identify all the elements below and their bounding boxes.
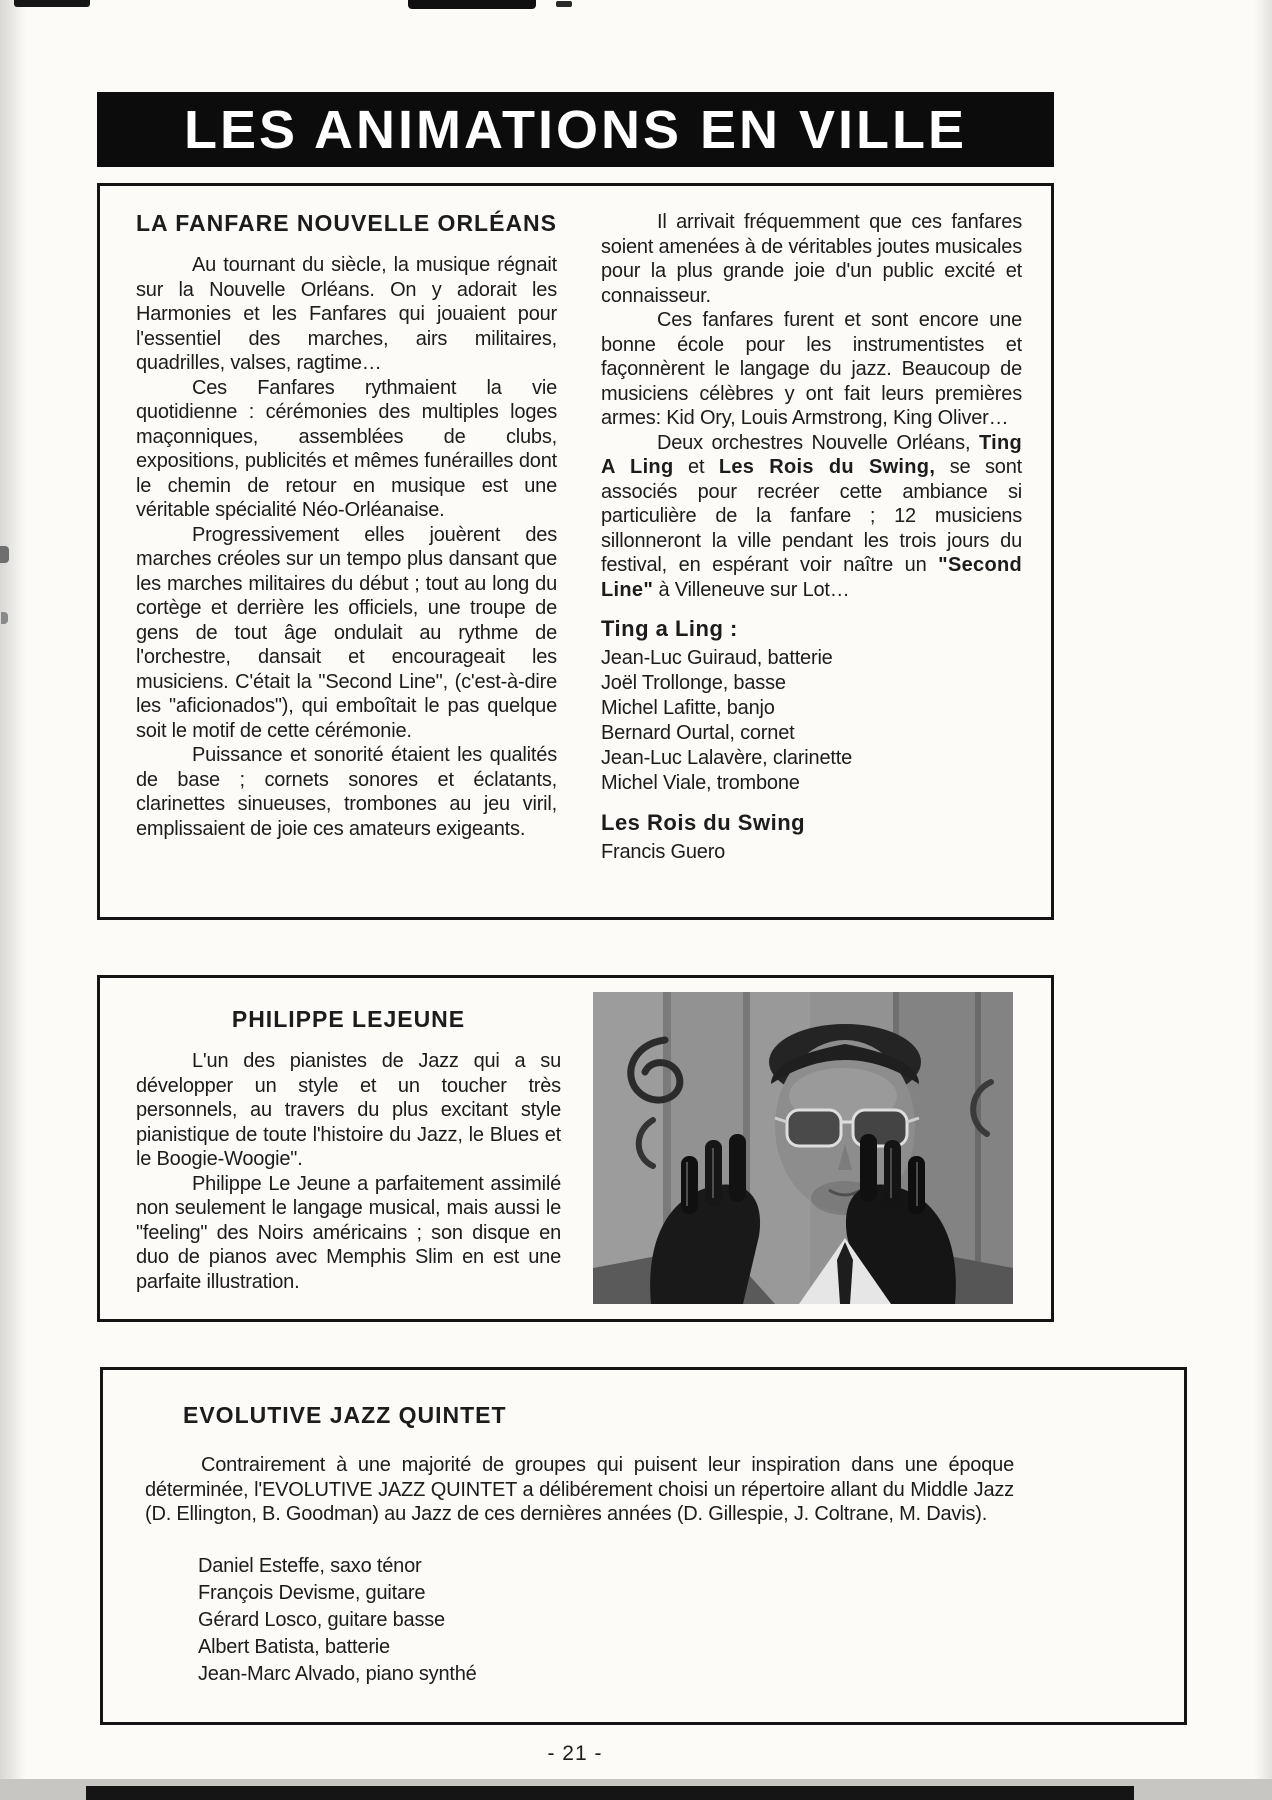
fanfare-paragraph: [601, 431, 1022, 603]
scan-edge-right: [1254, 0, 1272, 1800]
scan-edge-left: [0, 0, 26, 1800]
section-evolutive-jazz-quintet: [100, 1367, 1187, 1725]
scan-artifact: [0, 546, 9, 563]
scan-artifact: [556, 1, 572, 7]
section-philippe-lejeune: [97, 975, 1054, 1322]
page-banner: [97, 92, 1054, 167]
musician-item: Francis Guero: [601, 841, 726, 863]
page-number: - 21 -: [547, 1742, 603, 1765]
philippe-lejeune-photo: [593, 992, 1013, 1304]
musician-item: Joël Trollonge, basse: [601, 672, 786, 694]
musician-item: Gérard Losco, guitare basse: [198, 1608, 445, 1631]
evolutive-paragraph: Contrairement à une majorité de groupes qui puisent leur inspiration dans une époque déterminée, l'EVOLUTIVE JAZZ QUINTET a délibérement choisi un répertoire allant du Middle Jazz (D. Ellington, B. Goodman) au Jazz de ces dernières années (D. Gillespie, J. Coltrane, M. Davis).: [145, 1454, 1014, 1525]
musician-item: François Devisme, guitare: [198, 1581, 426, 1604]
evolutive-lineup: [198, 1553, 1014, 1688]
musician-item: Daniel Esteffe, saxo ténor: [198, 1554, 422, 1577]
paragraph-text: à Villeneuve sur Lot…: [653, 578, 850, 601]
lejeune-paragraph: Philippe Le Jeune a parfaitement assimilé non seulement le langage musical, mais aussi le "feeling" des Noirs américains ; son disque en duo de pianos avec Memphis Slim en est une parfaite illustration.: [136, 1172, 561, 1293]
scan-artifact: [1, 612, 8, 624]
fanfare-paragraph: Ces Fanfares rythmaient la vie quotidienne : cérémonies des multiples loges maçonniques, assemblées de clubs, expositions, publicités et mêmes funérailles dont le chemin de retour en musique est une véritable spécialité Néo-Orléanaise.: [136, 376, 557, 521]
fanfare-title: LA FANFARE NOUVELLE ORLÉANS: [136, 210, 557, 236]
musician-item: Michel Viale, trombone: [601, 772, 800, 794]
rois-du-swing-heading: Les Rois du Swing: [601, 810, 806, 835]
fanfare-left-column: [136, 210, 557, 917]
lejeune-text-column: [136, 992, 561, 1319]
band-name-rois-du-swing: Les Rois du Swing,: [718, 456, 936, 478]
musician-item: Bernard Ourtal, cornet: [601, 722, 795, 744]
fanfare-paragraph: Puissance et sonorité étaient les qualités de base ; cornets sonores et éclatants, clarinettes sinueuses, trombones au jeu viril, emplissaient de joie ces amateurs exigeants.: [136, 744, 557, 840]
fanfare-paragraph: Il arrivait fréquemment que ces fanfares soient amenées à de véritables joutes musicales pour la plus grande joie d'un public excité et connaisseur.: [601, 211, 1022, 307]
fanfare-right-column: [601, 210, 1022, 917]
fanfare-paragraph: Au tournant du siècle, la musique régnait sur la Nouvelle Orléans. On y adorait les Harmonies et les Fanfares qui jouaient pour l'essentiel des marches, airs militaires, quadrilles, valses, ragtime…: [136, 254, 557, 374]
musician-item: Albert Batista, batterie: [198, 1635, 390, 1658]
scan-artifact: [86, 1786, 1134, 1800]
paragraph-text: se sont associés pour recréer cette ambiance si particulière de la fanfare ; 12 musiciens sillonneront la ville pendant les trois jours du festival, en espérant voir naître un: [601, 456, 1023, 576]
second-line-term: "Second Line": [601, 554, 1022, 601]
paragraph-text: et: [673, 456, 719, 478]
band-name-ting-a-ling: Ting A Ling: [601, 431, 1022, 478]
evolutive-title: EVOLUTIVE JAZZ QUINTET: [183, 1402, 507, 1428]
section-fanfare-nouvelle-orleans: [97, 183, 1054, 920]
fanfare-paragraph: Ces fanfares furent et sont encore une bonne école pour les instrumentistes et façonnèrent le langage du jazz. Beaucoup de musiciens célèbres y ont fait leurs premières armes: Kid Ory, Louis Armstrong, King Oliver…: [601, 309, 1022, 429]
musician-item: Michel Lafitte, banjo: [601, 697, 775, 719]
paragraph-text: Deux orchestres Nouvelle Orléans,: [657, 431, 979, 454]
ting-a-ling-heading: Ting a Ling :: [601, 616, 738, 641]
musician-item: Jean-Marc Alvado, piano synthé: [198, 1662, 477, 1685]
musician-item: Jean-Luc Guiraud, batterie: [601, 647, 833, 669]
lejeune-title: PHILIPPE LEJEUNE: [231, 1006, 466, 1032]
lejeune-paragraph: L'un des pianistes de Jazz qui a su développer un style et un toucher très personnels, au travers du plus excitant style pianistique de toute l'histoire du Jazz, le Blues et le Boogie-Woogie".: [136, 1050, 561, 1170]
fanfare-paragraph: Progressivement elles jouèrent des marches créoles sur un tempo plus dansant que les marches militaires du début ; tout au long du cortège et derrière les officiels, une troupe de gens de tout âge ondulait au rythme de l'orchestre, dansait et encourageait les musiciens. C'était la "Second Line", (c'est-à-dire les "aficionados"), qui emboîtait le pas quelque soit le motif de cette cérémonie.: [136, 523, 557, 742]
scan-artifact: [408, 0, 536, 9]
scan-artifact: [14, 0, 90, 7]
musician-item: Jean-Luc Lalavère, clarinette: [601, 747, 853, 769]
page-banner-title: LES ANIMATIONS EN VILLE: [183, 99, 968, 160]
